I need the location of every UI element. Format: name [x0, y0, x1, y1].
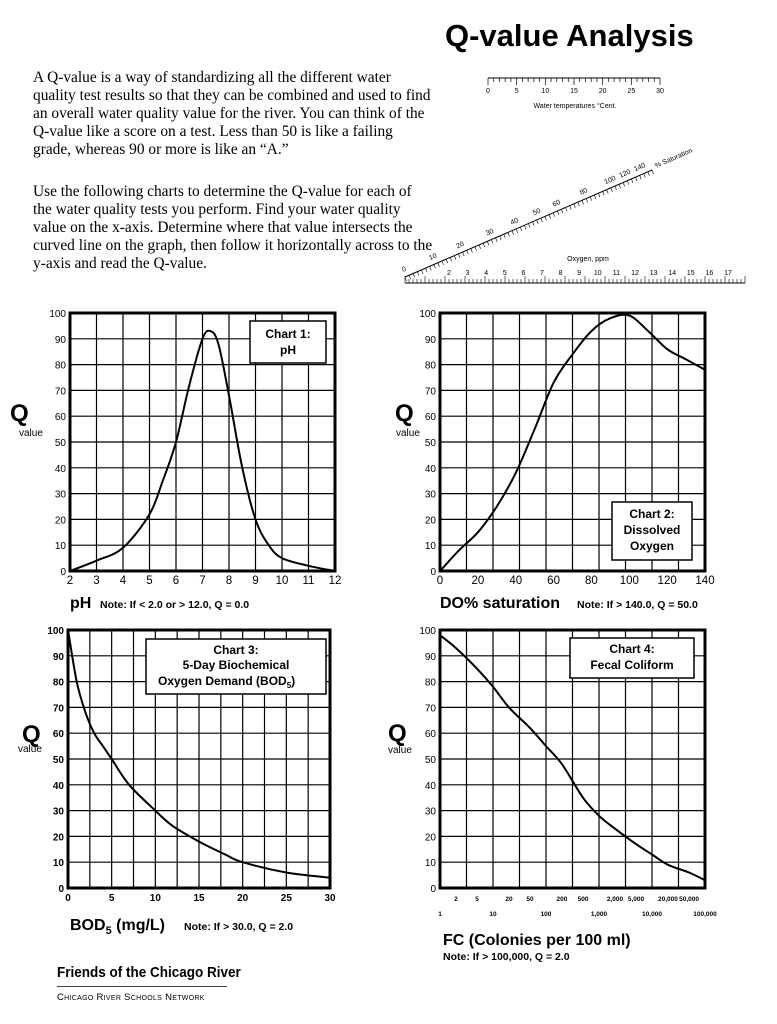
saturation-scale-tick [603, 191, 605, 195]
intro-paragraph-1: A Q-value is a way of standardizing all the different water quality test results so that they can be combined and used to find an overall water quality value for the river. You can think of the Q-value like a score on a test. Less than 50 is like a failing grade, whereas 90 or more is like an “A.” [33, 69, 431, 158]
oxygen-tick-label: 16 [705, 270, 714, 277]
y-tick-label: 40 [52, 780, 64, 792]
chart-title-line: Chart 3: [213, 643, 259, 657]
y-tick-label: 50 [424, 438, 436, 449]
intro-paragraph-2: Use the following charts to determine the Q-value for each of the water quality tests you perform. Find your water quality value on the x-axis. Determine where that value intersects the curved line on the graph, then follow it horizontally across to the y-axis and read the Q-value. [33, 183, 433, 272]
x-tick-label: 4 [119, 575, 127, 587]
temp-tick-label: 15 [570, 88, 578, 95]
x-tick-label-upper: 2,000 [606, 896, 624, 903]
saturation-scale-tick [508, 232, 510, 236]
temp-tick-label: 5 [514, 88, 519, 95]
y-tick-label: 90 [54, 334, 66, 346]
oxygen-tick-label: 9 [577, 270, 582, 277]
oxygen-tick-label: 12 [631, 270, 639, 277]
y-tick-label: 70 [424, 703, 436, 715]
x-tick-label-upper: 5 [475, 896, 479, 903]
x-tick-label: 0 [65, 893, 71, 904]
footer-network-name: Chicago River Schools Network [57, 992, 205, 1003]
y-tick-label: 70 [52, 703, 64, 715]
x-tick-label: 5 [146, 575, 153, 587]
y-tick-label: 100 [419, 626, 436, 637]
y-tick-label: 50 [52, 755, 64, 766]
value-axis-label: value [396, 428, 420, 439]
saturation-scale-tick [533, 222, 535, 226]
oxygen-tick-label: 11 [612, 270, 621, 277]
x-tick-label: 20 [237, 893, 249, 904]
oxygen-tick-label: 17 [724, 270, 732, 277]
temp-tick-label: 30 [656, 88, 664, 95]
y-tick-label: 20 [54, 515, 66, 527]
chart-title-line: pH [280, 343, 296, 357]
saturation-scale-tick [512, 231, 514, 235]
saturation-scale-tick [652, 170, 654, 174]
chart-note: Note: If > 140.0, Q = 50.0 [577, 599, 698, 611]
y-tick-label: 30 [424, 806, 436, 818]
x-tick-label: 2 [66, 575, 74, 587]
saturation-scale-tick [520, 227, 522, 231]
y-tick-label: 40 [54, 463, 66, 475]
y-tick-label: 10 [424, 541, 436, 553]
x-tick-label: 40 [509, 575, 523, 587]
saturation-scale-tick [426, 268, 428, 272]
saturation-scale-tick [623, 182, 625, 186]
saturation-scale-tick [537, 220, 539, 224]
y-tick-label: 0 [430, 884, 436, 895]
y-tick-label: 20 [424, 515, 436, 527]
x-tick-label: 7 [199, 575, 206, 587]
chart-title-line: 5-Day Biochemical [182, 658, 290, 672]
oxygen-tick-label: 8 [558, 270, 563, 277]
oxygen-tick-label: 4 [484, 270, 489, 277]
y-tick-label: 100 [419, 309, 436, 320]
y-tick-label: 80 [52, 677, 64, 689]
saturation-scale-tick [413, 273, 415, 277]
x-tick-label-lower: 100 [540, 911, 552, 918]
saturation-scale-tick [487, 241, 489, 245]
saturation-scale-tick [442, 261, 444, 265]
saturation-scale-tick [582, 200, 584, 204]
x-tick-label-lower: 10 [489, 911, 497, 918]
y-tick-label: 60 [424, 729, 436, 741]
saturation-scale-tick [607, 190, 609, 194]
y-tick-label: 60 [52, 729, 64, 741]
x-tick-label-upper: 20 [505, 896, 513, 903]
saturation-scale-tick [516, 229, 518, 233]
x-tick-label-lower: 1,000 [590, 911, 608, 918]
q-axis-label: Q [10, 400, 29, 427]
saturation-scale-tick [611, 188, 613, 192]
y-tick-label: 10 [54, 541, 66, 553]
oxygen-scale-label: Oxygen, ppm [567, 256, 609, 263]
value-axis-label: value [18, 744, 42, 755]
temp-tick-label: 25 [627, 88, 636, 95]
x-tick-label: 140 [695, 575, 715, 587]
saturation-scale-tick [450, 257, 452, 261]
saturation-scale-tick [459, 254, 461, 258]
x-axis-title: FC (Colonies per 100 ml) [443, 932, 631, 949]
saturation-scale-tick [541, 218, 543, 222]
saturation-unit-label: % Saturation [654, 147, 694, 170]
x-tick-label: 12 [328, 575, 342, 587]
oxygen-tick-label: 13 [649, 270, 658, 277]
page-title: Q-value Analysis [445, 18, 694, 53]
saturation-scale-tick [586, 199, 588, 203]
chart-title-box [146, 639, 326, 694]
saturation-tick-label: 50 [531, 207, 542, 218]
x-tick-label: 3 [93, 575, 100, 587]
chart-title-box [612, 502, 692, 560]
saturation-tick-label: 100 [603, 175, 618, 187]
x-tick-label: 9 [252, 575, 259, 587]
y-tick-label: 0 [430, 567, 436, 578]
chart-note: Note: If > 30.0, Q = 2.0 [184, 921, 294, 933]
saturation-scale-tick [594, 195, 596, 199]
chart-note: Note: If < 2.0 or > 12.0, Q = 0.0 [100, 599, 250, 611]
temp-tick-label: 0 [486, 88, 490, 95]
saturation-scale-tick [438, 263, 440, 267]
saturation-scale-tick [434, 265, 436, 269]
x-tick-label-upper: 50 [526, 896, 534, 903]
value-axis-label: value [388, 745, 412, 756]
saturation-tick-label: 10 [428, 252, 439, 263]
footer-org-name: Friends of the Chicago River [57, 964, 241, 981]
x-axis-title: DO% saturation [440, 595, 561, 612]
chart-note: Note: If > 100,000, Q = 2.0 [443, 951, 570, 963]
saturation-scale-tick [561, 209, 563, 213]
y-tick-label: 20 [52, 832, 64, 844]
x-tick-label: 5 [108, 893, 115, 904]
chart-title-line: Oxygen Demand $(BOD_5)$ [158, 674, 296, 690]
saturation-scale-tick [524, 225, 526, 229]
x-tick-label-upper: 500 [577, 896, 589, 903]
y-tick-label: 30 [424, 489, 436, 501]
x-tick-label-upper: 20,000 [658, 896, 678, 903]
saturation-scale-tick [640, 175, 642, 179]
y-tick-label: 100 [49, 309, 66, 320]
oxygen-tick-label: 3 [465, 270, 470, 277]
saturation-scale-tick [631, 179, 633, 183]
x-tick-label: 15 [193, 893, 205, 904]
saturation-tick-label: 20 [455, 240, 466, 251]
x-tick-label-lower: 10,000 [642, 911, 662, 918]
y-tick-label: 70 [54, 386, 66, 398]
chart-title-line: Oxygen [629, 539, 675, 553]
saturation-tick-label: 40 [509, 217, 520, 227]
saturation-tick-label: 60 [551, 199, 562, 209]
x-tick-label: 120 [657, 575, 677, 587]
x-tick-label: 8 [225, 575, 233, 587]
saturation-scale-tick [578, 202, 580, 206]
saturation-scale-tick [570, 206, 572, 210]
saturation-scale-tick [475, 247, 477, 251]
y-tick-label: 60 [424, 412, 436, 424]
x-tick-label: 25 [280, 893, 292, 904]
saturation-tick-label: 140 [633, 162, 647, 174]
y-tick-label: 90 [424, 651, 436, 663]
x-axis-title: pH [70, 595, 92, 612]
oxygen-tick-label: 14 [668, 270, 677, 277]
temp-tick-label: 20 [598, 88, 607, 95]
y-tick-label: 100 [47, 626, 64, 637]
saturation-tick-label: 120 [618, 168, 632, 180]
y-tick-label: 40 [424, 780, 436, 792]
saturation-tick-label: 0 [401, 265, 408, 274]
y-tick-label: 80 [54, 360, 66, 372]
saturation-scale-tick [627, 181, 629, 185]
oxygen-tick-label: 2 [447, 270, 451, 277]
oxygen-tick-label: 6 [521, 270, 526, 277]
saturation-scale-tick [430, 266, 432, 270]
saturation-scale-tick [483, 243, 485, 247]
y-tick-label: 80 [424, 677, 436, 689]
x-tick-label-upper: 5,000 [627, 896, 645, 903]
chart-title-box [570, 638, 694, 678]
x-tick-label: 6 [172, 575, 180, 587]
saturation-scale-tick [467, 250, 469, 254]
saturation-scale-tick [491, 240, 493, 244]
saturation-scale-tick [454, 256, 456, 260]
x-tick-label-upper: 200 [556, 896, 568, 903]
saturation-scale-tick [598, 193, 600, 197]
temp-tick-label: 10 [541, 88, 550, 95]
temp-scale-label: Water temperatures °Cent. [533, 103, 617, 110]
y-tick-label: 0 [60, 567, 66, 578]
saturation-scale-tick [545, 216, 547, 220]
saturation-scale-tick [500, 236, 502, 240]
x-tick-label-lower: 100,000 [693, 911, 717, 918]
y-tick-label: 20 [424, 832, 436, 844]
oxygen-tick-label: 5 [502, 270, 507, 277]
y-tick-label: 90 [424, 334, 436, 346]
saturation-scale-tick [615, 186, 617, 190]
x-tick-label: 0 [436, 575, 444, 587]
oxygen-tick-label: 10 [593, 270, 602, 277]
y-tick-label: 50 [424, 755, 436, 766]
x-tick-label: 20 [471, 575, 485, 587]
saturation-scale-tick [590, 197, 592, 201]
saturation-scale-tick [644, 174, 646, 178]
x-tick-label: 11 [302, 575, 315, 587]
saturation-scale-tick [463, 252, 465, 256]
q-axis-label: Q [388, 720, 407, 747]
y-tick-label: 60 [54, 412, 66, 424]
footer-divider [57, 986, 227, 987]
y-tick-label: 0 [58, 884, 64, 895]
oxygen-tick-label: 7 [540, 270, 544, 277]
saturation-scale-tick [566, 207, 568, 211]
saturation-scale-tick [553, 213, 555, 217]
x-tick-label: 100 [619, 575, 639, 587]
saturation-scale-tick [409, 275, 411, 279]
y-tick-label: 50 [54, 438, 66, 449]
q-axis-label: Q [395, 400, 414, 427]
y-tick-label: 90 [52, 651, 64, 663]
saturation-scale-tick [549, 215, 551, 219]
y-tick-label: 10 [52, 858, 64, 870]
x-tick-label: 80 [585, 575, 598, 587]
x-tick-label: 10 [149, 893, 161, 904]
x-tick-label-upper: 50,000 [679, 896, 699, 903]
chart-title-line: Chart 4: [609, 642, 655, 656]
saturation-scale-tick [648, 172, 650, 176]
oxygen-nomogram [401, 78, 745, 283]
y-tick-label: 70 [424, 386, 436, 398]
saturation-scale-tick [619, 184, 621, 188]
saturation-scale-tick [574, 204, 576, 208]
saturation-scale-tick [471, 248, 473, 252]
saturation-tick-label: 80 [578, 187, 589, 197]
x-tick-label-upper: 2 [454, 896, 458, 903]
y-tick-label: 80 [424, 360, 436, 372]
q-axis-label: Q [22, 721, 41, 748]
value-axis-label: value [19, 428, 43, 439]
x-tick-label: 30 [324, 893, 336, 904]
saturation-scale-tick [421, 270, 423, 274]
saturation-tick-label: 30 [484, 227, 495, 238]
y-tick-label: 40 [424, 463, 436, 475]
saturation-scale-tick [557, 211, 559, 215]
y-tick-label: 30 [54, 489, 66, 501]
y-tick-label: 30 [52, 806, 64, 818]
x-tick-label: 10 [275, 575, 289, 587]
chart-title-box [250, 321, 326, 363]
y-tick-label: 10 [424, 858, 436, 870]
chart-title-line: Chart 1: [265, 327, 311, 341]
saturation-scale-tick [504, 234, 506, 238]
saturation-scale-tick [446, 259, 448, 263]
saturation-scale-tick [496, 238, 498, 242]
saturation-scale-tick [417, 272, 419, 276]
chart-title-line: Fecal Coliform [590, 658, 674, 672]
x-axis-title: $BOD_5$ (mg/L) [70, 917, 166, 937]
x-tick-label-lower: 1 [438, 911, 442, 918]
saturation-scale-tick [529, 224, 531, 228]
chart-title-line: Chart 2: [629, 507, 675, 521]
chart-title-line: Dissolved [623, 523, 681, 537]
x-tick-label: 60 [547, 575, 560, 587]
oxygen-tick-label: 15 [686, 270, 695, 277]
saturation-scale-tick [636, 177, 638, 181]
saturation-scale-tick [479, 245, 481, 249]
